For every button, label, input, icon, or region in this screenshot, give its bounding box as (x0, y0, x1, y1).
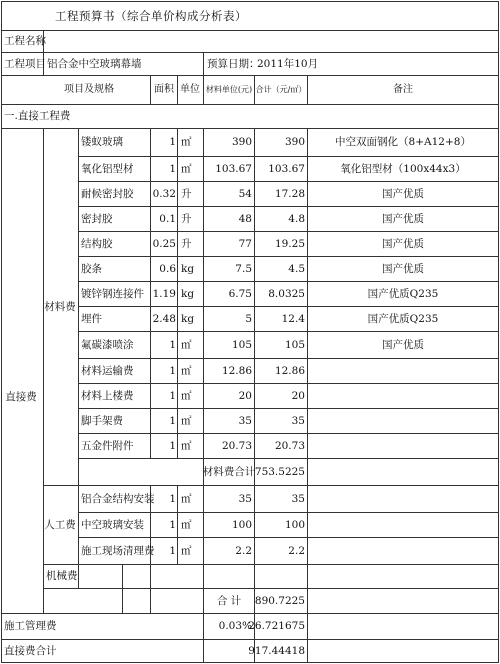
header-area: 面积 (154, 84, 174, 95)
management-fee-rate: 0.03% (218, 620, 252, 632)
item-price: 77 (238, 238, 252, 250)
item-price: 105 (231, 339, 252, 351)
item-price: 7.5 (235, 263, 252, 275)
header-item: 项目及规格 (64, 84, 114, 95)
item-unit: 升 (181, 238, 192, 250)
item-unit: kg (181, 288, 195, 300)
item-unit: ㎡ (181, 493, 192, 505)
item-unit: kg (181, 313, 195, 325)
item-remark: 国产优质 (382, 263, 424, 275)
item-name: 铝合金结构安装 (81, 493, 155, 505)
item-unit: 升 (181, 213, 192, 225)
item-qty: 1 (169, 390, 176, 402)
item-qty: 1 (169, 339, 176, 351)
item-unit: kg (181, 263, 195, 275)
item-unit: 升 (181, 188, 192, 200)
group-direct: 直接费 (5, 391, 37, 403)
item-total: 8.0325 (268, 288, 305, 300)
item-qty: 0.1 (159, 213, 176, 225)
section-direct-cost: 一.直接工程费 (4, 110, 71, 122)
budget-date-label: 预算日期： (207, 58, 260, 70)
header-unit: 单位 (180, 84, 200, 95)
material-subtotal-value: 753.5225 (254, 466, 305, 478)
machinery-label: 机械费 (46, 570, 78, 582)
header-total: 合计（元/㎡） (255, 85, 307, 94)
item-price: 35 (238, 415, 252, 427)
sheet-title: 工程预算书（综合单价构成分析表） (55, 9, 247, 23)
item-total: 100 (284, 519, 305, 531)
item-name: 镂蚁玻璃 (81, 136, 123, 148)
group-material: 材料费 (44, 301, 76, 313)
item-remark: 国产优质 (382, 188, 424, 200)
item-qty: 1 (169, 365, 176, 377)
item-price: 12.86 (221, 365, 252, 377)
table-grid (1, 1, 499, 663)
item-qty: 1 (169, 493, 176, 505)
item-total: 35 (291, 415, 305, 427)
item-name: 镀锌钢连接件 (81, 288, 144, 300)
budget-sheet (1, 1, 499, 663)
project-name-label: 工程名称 (4, 35, 46, 47)
group-labor: 人工费 (44, 519, 76, 531)
item-unit: ㎡ (181, 365, 192, 377)
item-remark: 国产优质 (382, 238, 424, 250)
item-remark: 国产优质 (382, 213, 424, 225)
item-total: 17.28 (274, 188, 305, 200)
item-name: 氟碳漆喷涂 (81, 339, 134, 351)
item-unit: ㎡ (181, 163, 192, 175)
item-unit: ㎡ (181, 136, 192, 148)
item-unit: ㎡ (181, 440, 192, 452)
item-unit: ㎡ (181, 519, 192, 531)
item-name: 材料运输费 (81, 365, 134, 377)
item-price: 103.67 (215, 163, 252, 175)
item-total: 4.5 (288, 263, 305, 275)
item-total: 35 (291, 493, 305, 505)
item-unit: ㎡ (181, 415, 192, 427)
item-total: 2.2 (288, 545, 305, 557)
item-qty: 1 (169, 163, 176, 175)
item-price: 20.73 (221, 440, 252, 452)
item-name: 胶条 (81, 263, 102, 275)
item-name: 耐候密封胶 (81, 188, 134, 200)
item-remark: 国产优质Q235 (367, 313, 439, 325)
item-total: 19.25 (274, 238, 305, 250)
project-item-value: 铝合金中空玻璃幕墙 (47, 58, 142, 70)
item-unit: ㎡ (181, 390, 192, 402)
project-item-label: 工程项目 (4, 58, 46, 70)
item-price: 48 (238, 213, 252, 225)
item-qty: 0.32 (152, 188, 176, 200)
direct-total-label: 直接费合计 (4, 645, 57, 657)
item-remark: 中空双面钢化（8+A12+8） (335, 136, 471, 148)
item-total: 390 (284, 136, 305, 148)
item-total: 12.4 (281, 313, 305, 325)
item-price: 5 (245, 313, 252, 325)
item-qty: 1 (169, 440, 176, 452)
item-name: 密封胶 (81, 213, 113, 225)
item-qty: 1 (169, 415, 176, 427)
sum-value: 890.7225 (254, 595, 305, 607)
management-fee-value: 26.721675 (248, 620, 305, 632)
item-total: 105 (284, 339, 305, 351)
item-price: 54 (238, 188, 252, 200)
item-qty: 1 (169, 545, 176, 557)
item-price: 390 (231, 136, 252, 148)
item-remark: 氧化铝型材（100x44x3） (340, 163, 466, 175)
item-price: 6.75 (228, 288, 252, 300)
item-name: 脚手架费 (81, 415, 123, 427)
item-name: 氧化铝型材 (81, 163, 134, 175)
management-fee-label: 施工管理费 (4, 620, 57, 632)
item-total: 4.8 (288, 213, 305, 225)
header-unit-price: 材料单位(元) (205, 85, 253, 94)
item-qty: 2.48 (152, 313, 176, 325)
item-name: 结构胶 (81, 238, 113, 250)
item-total: 20.73 (274, 440, 305, 452)
item-total: 103.67 (268, 163, 305, 175)
item-price: 35 (238, 493, 252, 505)
item-name: 中空玻璃安装 (81, 519, 144, 531)
item-qty: 1.19 (152, 288, 176, 300)
item-price: 100 (231, 519, 252, 531)
header-remark: 备注 (393, 84, 413, 95)
budget-date-value: 2011年10月 (257, 58, 319, 70)
item-remark: 国产优质Q235 (367, 288, 439, 300)
item-remark: 国产优质 (382, 339, 424, 351)
item-name: 五金件附件 (81, 440, 134, 452)
item-total: 12.86 (274, 365, 305, 377)
item-unit: ㎡ (181, 545, 192, 557)
item-total: 20 (291, 390, 305, 402)
item-price: 20 (238, 390, 252, 402)
material-subtotal-label: 材料费合计 (202, 466, 256, 478)
item-name: 施工现场清理费 (81, 545, 155, 557)
item-unit: ㎡ (181, 339, 192, 351)
item-qty: 1 (169, 519, 176, 531)
item-name: 材料上楼费 (81, 390, 134, 402)
item-qty: 0.6 (159, 263, 176, 275)
item-qty: 1 (169, 136, 176, 148)
item-name: 埋件 (81, 313, 102, 325)
direct-total-value: 917.44418 (248, 645, 305, 657)
item-price: 2.2 (235, 545, 252, 557)
sum-label: 合 计 (216, 595, 242, 607)
item-qty: 0.25 (152, 238, 176, 250)
